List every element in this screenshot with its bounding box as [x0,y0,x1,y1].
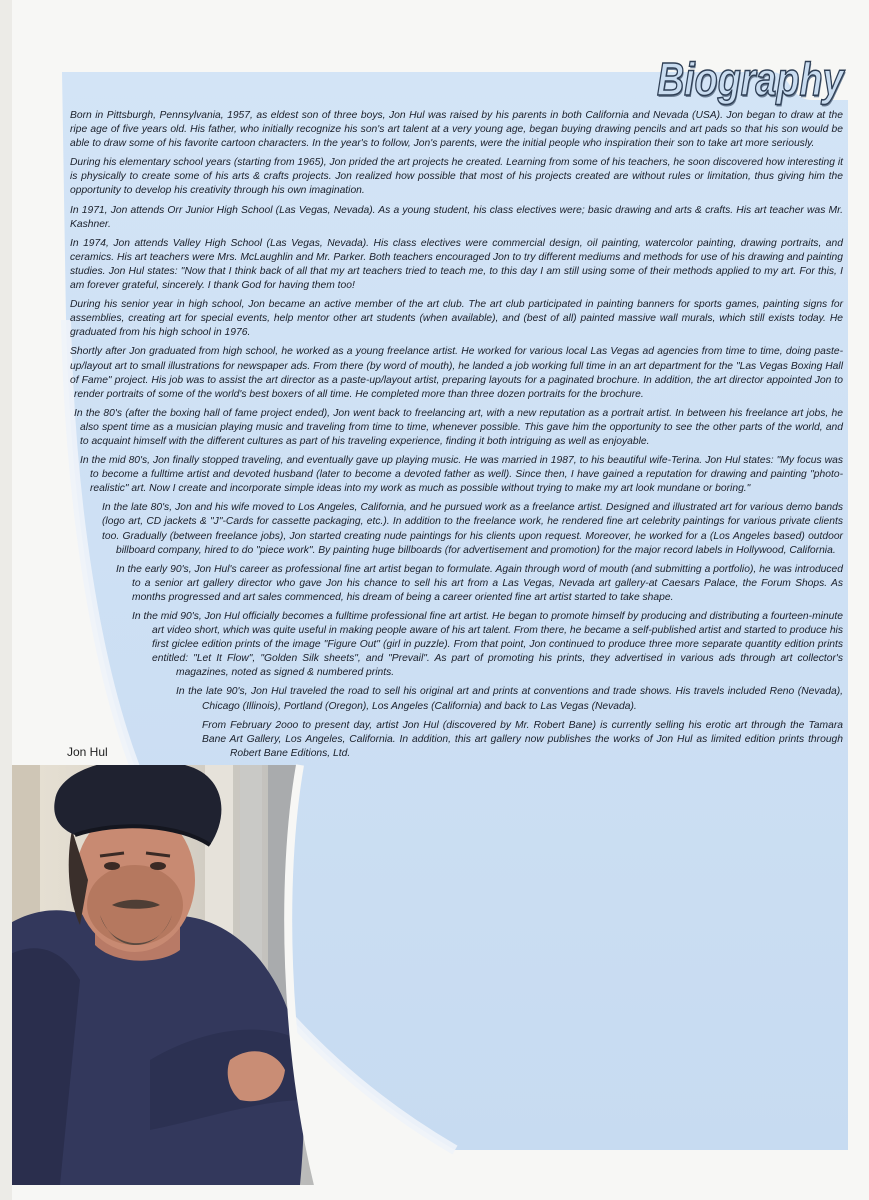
page-title: Biography [656,53,843,105]
bio-paragraph-7: In the 80's (after the boxing hall of fame project ended), Jon went back to freelancing art, with a new reputation as a portrait artist. In between his freelance art jobs, he also spent time as a musician playing music and traveling from time to time, whenever possible. This gave him the opportunity to see the other parts of the world, and to acquaint himself with the different cultures as part of his traveling experience, finding it both intriguing as well as enjoyable. [74,407,843,447]
bio-paragraph-4: In 1974, Jon attends Valley High School (Las Vegas, Nevada). His class electives were commercial design, oil painting, watercolor painting, drawing portraits, and ceramics. His art teachers were Mrs. McLaughlin and Mr. Parker. Both teachers encouraged Jon to try different mediums and methods for use of his drawing and painting studies. Jon Hul states: "Now that I think back of all that my art teachers tried to teach me, to this day I am still using some of their methods applied to my art. For this, I am forever grateful, sincerely. I thank God for having them too! [70,237,843,292]
bio-paragraph-2: During his elementary school years (starting from 1965), Jon prided the art projects he created. Learning from some of his teachers, he soon discovered how interesting it is physically to create some of his arts & crafts projects. Jon realized how possible that most of his projects created are without rules or limitation, thus giving him the opportunity to develop his creativity through his own imagination. [70,157,843,197]
bio-paragraph-12: In the late 90's, Jon Hul traveled the road to sell his original art and prints at conventions and trade shows. His travels included Reno (Nevada), Chicago (Illinois), Portland (Oregon), Los Angeles (California) and back to Las Vegas (Nevada). [176,686,843,712]
bio-paragraph-3: In 1971, Jon attends Orr Junior High School (Las Vegas, Nevada). As a young student, his class electives were; basic drawing and arts & crafts. His art teacher was Mr. Kashner. [70,204,843,230]
bio-paragraph-10: In the early 90's, Jon Hul's career as professional fine art artist began to formulate. Again through word of mouth (and submitting a portfolio), he was introduced to a senior art gallery director who gave Jon his chance to sell his art from a Las Vegas, Nevada art gallery-at Caesars Palace, the Forum Shops. As months progressed and art sales commenced, his dream of being a career oriented fine art artist started to take shape. [116,563,843,603]
bio-paragraph-13: From February 2ooo to present day, artist Jon Hul (discovered by Mr. Robert Bane) is currently selling his erotic art through the Tamara Bane Art Gallery, Los Angeles, California. In addition, this art gallery now publishes the works of Jon Hul as limited edition prints through Robert Bane Editions, Ltd. [202,719,843,759]
bio-paragraph-5: During his senior year in high school, Jon became an active member of the art club. The art club participated in painting banners for sports games, painting signs for assemblies, creating art for special events, help mentor other art students (when available), and (best of all) painted massive wall murals, which still exists today. He graduated from his high school in 1976. [70,299,843,339]
biography-text [70,109,843,1200]
bio-paragraph-1: Born in Pittsburgh, Pennsylvania, 1957, as eldest son of three boys, Jon Hul was raised by his parents in both California and Nevada (USA). Jon began to draw at the ripe age of five years old. His father, who initially recognize his son's art talent at a very young age, began buying drawing pencils and art pads so that his son would be able to draw some of his favorite cartoon characters. In the year's to follow, Jon's parents, were the initial people who inspiration their son to take art more seriously. [70,110,843,150]
bio-paragraph-8: In the mid 80's, Jon finally stopped traveling, and eventually gave up playing music. He was married in 1987, to his beautiful wife-Terina. Jon Hul states: "My focus was to become a fulltime artist and devoted husband (later to become a devoted father as well). Since then, I have gained a reputation for drawing and painting "photo-realistic" art. Now I create and incorporate simple ideas into my work as much as possible without trying to make my art look mundane or boring." [80,455,843,495]
photo-caption: Jon Hul [67,745,108,759]
bio-paragraph-9: In the late 80's, Jon and his wife moved to Los Angeles, California, and he pursued work as a freelance artist. Designed and illustrated art for various demo bands (logo art, CD jackets & "J"-Cards for cassette packaging, etc.). In addition to the freelance work, he rendered fine art celebrity paintings for various private clients too. Gradually (between freelance jobs), Jon started creating nude paintings for his clients upon request. Moreover, he worked for a (Los Angeles based) outdoor billboard company, hired to do "piece work". By painting huge billboards (for advertisement and promotion) for the major record labels in Hollywood, California. [102,502,843,556]
bio-paragraph-11: In the mid 90's, Jon Hul officially becomes a fulltime professional fine art artist. He began to promote himself by producing and distributing a fourteen-minute art video short, which was quite useful in making people aware of his art talent. From there, he became a self-published artist and started to produce his first giclee edition prints of the image "Figure Out" (girl in puzzle). From that point, Jon continued to produce three more separate quantity edition prints entitled: "Let It Flow", "Golden Silk sheets", and "Prevail". As part of promoting his prints, they advertised in various ads through art collector's magazines, noted as signed & numbered prints. [132,611,843,679]
bio-paragraph-6: Shortly after Jon graduated from high school, he worked as a young freelance artist. He worked for various local Las Vegas ad agencies from time to time, doing paste-up/layout art to small illustrations for newspaper ads. From there (by word of mouth), he landed a job working full time in an art department for the "Las Vegas Boxing Hall of Fame" project. His job was to assist the art director as a paste-up/layout artist, preparing layouts for a paginated brochure. In addition, the art director appointed Jon to render portraits of some of the world's best boxers of all time. He completed more than three dozen portraits for the brochure. [70,346,843,400]
